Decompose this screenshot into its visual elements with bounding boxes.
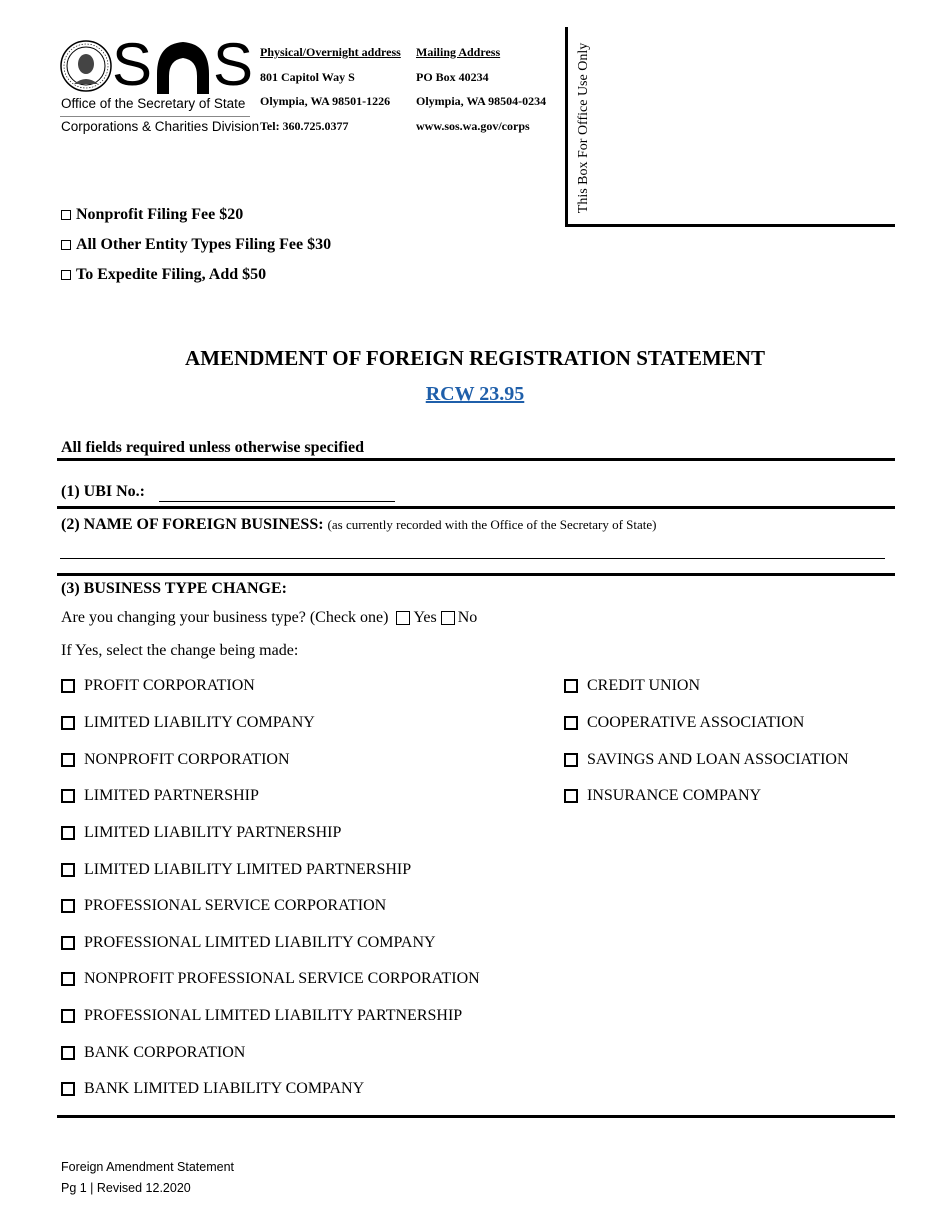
type-option-label: PROFESSIONAL SERVICE CORPORATION [84,897,387,914]
physical-city: Olympia, WA 98501-1226 [260,94,391,108]
yes-option[interactable] [396,609,436,627]
physical-address [260,40,401,138]
type-option[interactable] [61,677,255,695]
type-option-label: LIMITED LIABILITY COMPANY [84,714,315,731]
type-option[interactable] [61,787,259,805]
checkbox[interactable] [61,863,75,877]
section-rule [57,506,895,509]
type-option[interactable] [61,897,386,915]
checkbox[interactable] [564,789,578,803]
type-option[interactable] [61,1080,364,1098]
type-option[interactable] [61,751,290,769]
sos-logo [112,30,254,100]
required-note: All fields required unless otherwise specified [61,439,364,456]
logo-letter-s: S [112,31,154,98]
mailing-city: Olympia, WA 98504-0234 [416,94,547,108]
no-checkbox[interactable] [441,611,455,625]
phone-number: Tel: 360.725.0377 [260,118,349,133]
type-option-label: LIMITED LIABILITY PARTNERSHIP [84,824,342,841]
ubi-input[interactable] [159,485,395,502]
no-label: No [457,609,478,626]
fee-label: To Expedite Filing, Add $50 [76,266,267,283]
physical-address-heading: Physical/Overnight address [260,45,401,59]
checkbox[interactable] [61,1082,75,1096]
checkbox[interactable] [61,679,75,693]
type-option[interactable] [61,1007,462,1025]
yes-label: Yes [413,609,437,626]
ubi-field [61,483,395,502]
checkbox[interactable] [61,826,75,840]
type-option[interactable] [61,934,436,952]
capitol-dome-icon [153,38,213,98]
footer-page-info: Pg 1 | Revised 12.2020 [61,1181,191,1195]
type-option-label: BANK LIMITED LIABILITY COMPANY [84,1080,365,1097]
type-option-label: CREDIT UNION [587,677,701,694]
mailing-address [416,40,546,138]
checkbox[interactable] [61,936,75,950]
type-option-label: LIMITED LIABILITY LIMITED PARTNERSHIP [84,861,412,878]
type-option[interactable] [61,714,315,732]
checkbox[interactable] [564,716,578,730]
type-option-label: SAVINGS AND LOAN ASSOCIATION [587,751,849,768]
type-option-label: PROFESSIONAL LIMITED LIABILITY PARTNERSHIP [84,1007,463,1024]
section-rule [57,573,895,576]
type-option-label: NONPROFIT CORPORATION [84,751,290,768]
business-name-input[interactable] [60,542,885,559]
checkbox[interactable] [61,716,75,730]
type-option[interactable] [564,751,849,769]
state-seal-icon [60,40,112,92]
physical-street: 801 Capitol Way S [260,69,355,84]
type-option[interactable] [564,714,804,732]
checkbox[interactable] [61,270,71,280]
office-use-label: This Box For Office Use Only [576,42,591,214]
type-option[interactable] [564,787,761,805]
fee-label: All Other Entity Types Filing Fee $30 [76,236,332,253]
section-rule [57,1115,895,1118]
office-use-box [565,27,895,227]
checkbox[interactable] [61,753,75,767]
fee-label: Nonprofit Filing Fee $20 [76,206,244,223]
type-option-label: COOPERATIVE ASSOCIATION [587,714,805,731]
type-option[interactable] [61,861,411,879]
type-option[interactable] [61,970,480,988]
logo-letter-s: S [213,31,255,98]
website: www.sos.wa.gov/corps [416,118,530,133]
type-option-label: INSURANCE COMPANY [587,787,762,804]
rcw-link[interactable]: RCW 23.95 [425,383,525,405]
if-yes-instruction: If Yes, select the change being made: [61,642,299,659]
checkbox[interactable] [61,1046,75,1060]
checkbox[interactable] [61,210,71,220]
checkbox[interactable] [61,972,75,986]
division-name: Corporations & Charities Division [61,119,260,134]
business-name-heading: (2) NAME OF FOREIGN BUSINESS: [61,516,324,533]
fee-option-expedite[interactable] [61,266,266,284]
yes-checkbox[interactable] [396,611,410,625]
checkbox[interactable] [564,679,578,693]
form-title: AMENDMENT OF FOREIGN REGISTRATION STATEMENT [185,346,765,370]
mailing-pobox: PO Box 40234 [416,69,489,84]
type-option-label: LIMITED PARTNERSHIP [84,787,259,804]
type-option-label: PROFESSIONAL LIMITED LIABILITY COMPANY [84,934,436,951]
logo-divider [60,116,250,117]
ubi-label: (1) UBI No.: [61,483,145,500]
section-rule [57,458,895,461]
type-option-label: BANK CORPORATION [84,1044,246,1061]
question-text: Are you changing your business type? (Check one) [61,609,389,626]
footer-form-name: Foreign Amendment Statement [61,1160,235,1174]
checkbox[interactable] [61,899,75,913]
type-option[interactable] [61,824,341,842]
type-option-label: NONPROFIT PROFESSIONAL SERVICE CORPORATION [84,970,480,987]
checkbox[interactable] [61,240,71,250]
checkbox[interactable] [564,753,578,767]
type-option-label: PROFIT CORPORATION [84,677,255,694]
business-name-label [61,516,657,534]
business-name-note: (as currently recorded with the Office of the Secretary of State) [327,517,657,532]
type-option[interactable] [61,1044,245,1062]
mailing-address-heading: Mailing Address [416,45,501,59]
fee-option-other[interactable] [61,236,331,254]
type-option[interactable] [564,677,700,695]
business-type-heading: (3) BUSINESS TYPE CHANGE: [61,580,287,597]
business-type-question [61,609,477,627]
office-name: Office of the Secretary of State [61,96,246,111]
no-option[interactable] [441,609,478,627]
checkbox[interactable] [61,789,75,803]
checkbox[interactable] [61,1009,75,1023]
fee-option-nonprofit[interactable] [61,206,243,224]
